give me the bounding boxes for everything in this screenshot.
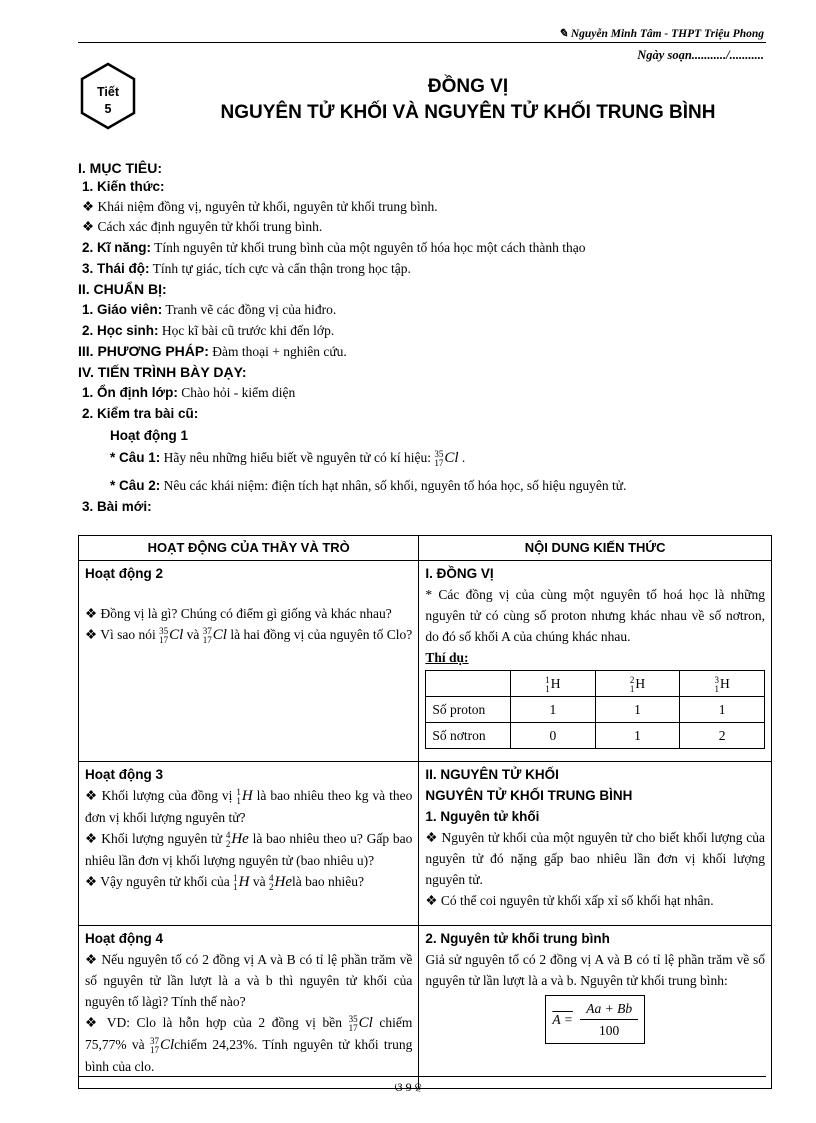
atomic-mass-bullet-2: ❖ Có thể coi nguyên tử khối xấp xỉ số khối hạt nhân.	[425, 893, 714, 908]
sub-student: 2. Học sinh: Học kĩ bài cũ trước khi đến lớp.	[82, 323, 335, 338]
average-mass-cell	[419, 926, 772, 1089]
isotope-h2: 2 1H	[595, 671, 680, 697]
lesson-table	[78, 535, 772, 1089]
table-row	[79, 762, 772, 926]
activity-4-q1: ❖ Nếu nguyên tố có 2 đồng vị A và B có tỉ lệ phần trăm về số nguyên tử lần lượt là a và b thì nguyên tử khối của nguyên tố làgì? Tính thế nào?	[85, 952, 413, 1009]
question-1: * Câu 1: Hãy nêu những hiểu biết về nguyên tử có kí hiệu: 35 17Cl .	[110, 449, 466, 468]
table-row	[79, 561, 772, 762]
badge-number: 5	[104, 102, 112, 116]
knowledge-bullet-2: ❖ Cách xác định nguyên tử khối trung bình.	[82, 219, 323, 234]
isotope-definition: * Các đồng vị của cùng một nguyên tố hoá học là những nguyên tử có cùng số proton nhưng khác nhau về số nơtron, do đó số khối A của chúng khác nhau.	[425, 587, 765, 644]
sub-knowledge: 1. Kiến thức:	[82, 179, 165, 194]
average-mass-text: Giả sử nguyên tố có 2 đồng vị A và B có tỉ lệ phần trăm về số nguyên tử lần lượt là a và b. Nguyên tử khối trung bình:	[425, 952, 765, 988]
isotope-h1: 1 1H	[511, 671, 596, 697]
activity-2-q1: ❖ Đồng vị là gì? Chúng có điểm gì giống và khác nhau?	[85, 606, 392, 621]
hydrogen-isotope-table	[425, 670, 765, 749]
activity-4-q2: ❖ VD: Clo là hỗn hợp của 2 đồng vị bền 35 17Cl chiếm 75,77% và 37 17Clchiếm 24,23%. Tính nguyên tử khối trung bình của clo.	[85, 1013, 413, 1074]
page-title: ĐỒNG VỊ	[427, 76, 509, 97]
atomic-mass-cell	[419, 762, 772, 926]
section-procedure: IV. TIẾN TRÌNH BÀY DẠY:	[78, 364, 247, 380]
sub-review: 2. Kiểm tra bài cũ:	[82, 406, 199, 421]
cl35-notation: 35 17	[434, 449, 444, 468]
header-date: Ngày soạn.........../...........	[637, 48, 764, 62]
sub-class-setup: 1. Ổn định lớp: Chào hỏi - kiểm diện	[82, 385, 296, 400]
page-number: ଓ 9 ହ	[394, 1080, 422, 1094]
isotope-h3: 3 1H	[680, 671, 765, 697]
formula-lhs: A =	[552, 1012, 573, 1027]
formula-fraction: $\frac{Aa + Bb}{100}$	[580, 998, 638, 1041]
col-content-header: NỘI DUNG KIẾN THỨC	[419, 536, 772, 561]
average-mass-subtitle: 2. Nguyên tử khối trung bình	[425, 931, 610, 946]
page-subtitle: NGUYÊN TỬ KHỐI VÀ NGUYÊN TỬ KHỐI TRUNG BÌNH	[220, 102, 716, 123]
isotope-title: I. ĐỒNG VỊ	[425, 566, 494, 581]
sub-attitude: 3. Thái độ: Tính tự giác, tích cực và cẩn thận trong học tập.	[82, 261, 411, 276]
header-author: ✎ Nguyễn Minh Tâm - THPT Triệu Phong	[558, 28, 764, 40]
activity-3-heading: Hoạt động 3	[85, 767, 163, 782]
average-mass-title: NGUYÊN TỬ KHỐI TRUNG BÌNH	[425, 788, 633, 803]
footer-divider	[78, 1076, 766, 1077]
example-label: Thí dụ:	[425, 650, 469, 665]
activity-2-cell	[79, 561, 419, 762]
section-objectives: I. MỤC TIÊU:	[78, 160, 162, 176]
activity-3-q3: ❖ Vậy nguyên tử khối của 1 1H và 4 2Helà bao nhiêu?	[85, 872, 364, 892]
sub-skills: 2. Kĩ năng: Tính nguyên tử khối trung bình của một nguyên tố hóa học một cách thành thạo	[82, 240, 586, 255]
sub-teacher: 1. Giáo viên: Tranh vẽ các đồng vị của hiđro.	[82, 302, 337, 317]
col-activities-header: HOẠT ĐỘNG CỦA THẦY VÀ TRÒ	[79, 536, 419, 561]
activity-1-heading: Hoạt động 1	[110, 428, 188, 443]
header-divider	[78, 42, 766, 43]
activity-3-q2: ❖ Khối lượng nguyên tử 4 2He là bao nhiêu theo u? Gấp bao nhiêu lần đơn vị khối lượng nguyên tử (bao nhiêu u)?	[85, 829, 413, 868]
table-row	[79, 926, 772, 1089]
section-preparation: II. CHUẨN BỊ:	[78, 281, 167, 297]
activity-3-q1: ❖ Khối lượng của đồng vị 1 1H là bao nhiêu theo kg và theo đơn vị khối lượng nguyên tử?	[85, 786, 413, 825]
activity-3-cell	[79, 762, 419, 926]
atomic-mass-bullet-1: ❖ Nguyên tử khối của một nguyên tử cho biết khối lượng của nguyên tử đó nặng gấp bao nhiêu lần đơn vị khối lượng nguyên tử.	[425, 830, 765, 887]
sub-new-lesson: 3. Bài mới:	[82, 499, 152, 514]
knowledge-bullet-1: ❖ Khái niệm đồng vị, nguyên tử khối, nguyên tử khối trung bình.	[82, 199, 438, 214]
activity-4-cell	[79, 926, 419, 1089]
activity-2-heading: Hoạt động 2	[85, 566, 163, 581]
average-mass-formula	[545, 995, 645, 1044]
question-2: * Câu 2: Nêu các khái niệm: điện tích hạt nhân, số khối, nguyên tố hóa học, số hiệu nguyên tử.	[110, 478, 627, 493]
table-row: Số nơtron 0 1 2	[426, 723, 765, 749]
atomic-mass-title: II. NGUYÊN TỬ KHỐI	[425, 767, 559, 782]
section-method: III. PHƯƠNG PHÁP: Đàm thoại + nghiên cứu.	[78, 343, 347, 359]
badge-label: Tiết	[97, 85, 119, 99]
activity-4-heading: Hoạt động 4	[85, 931, 163, 946]
isotope-content-cell	[419, 561, 772, 762]
table-row: Số proton 1 1 1	[426, 697, 765, 723]
atomic-mass-subtitle: 1. Nguyên tử khối	[425, 809, 540, 824]
lesson-badge	[80, 84, 136, 118]
activity-2-q2: ❖ Vì sao nói 35 17Cl và 37 17Cl là hai đồng vị của nguyên tố Clo?	[85, 625, 413, 645]
